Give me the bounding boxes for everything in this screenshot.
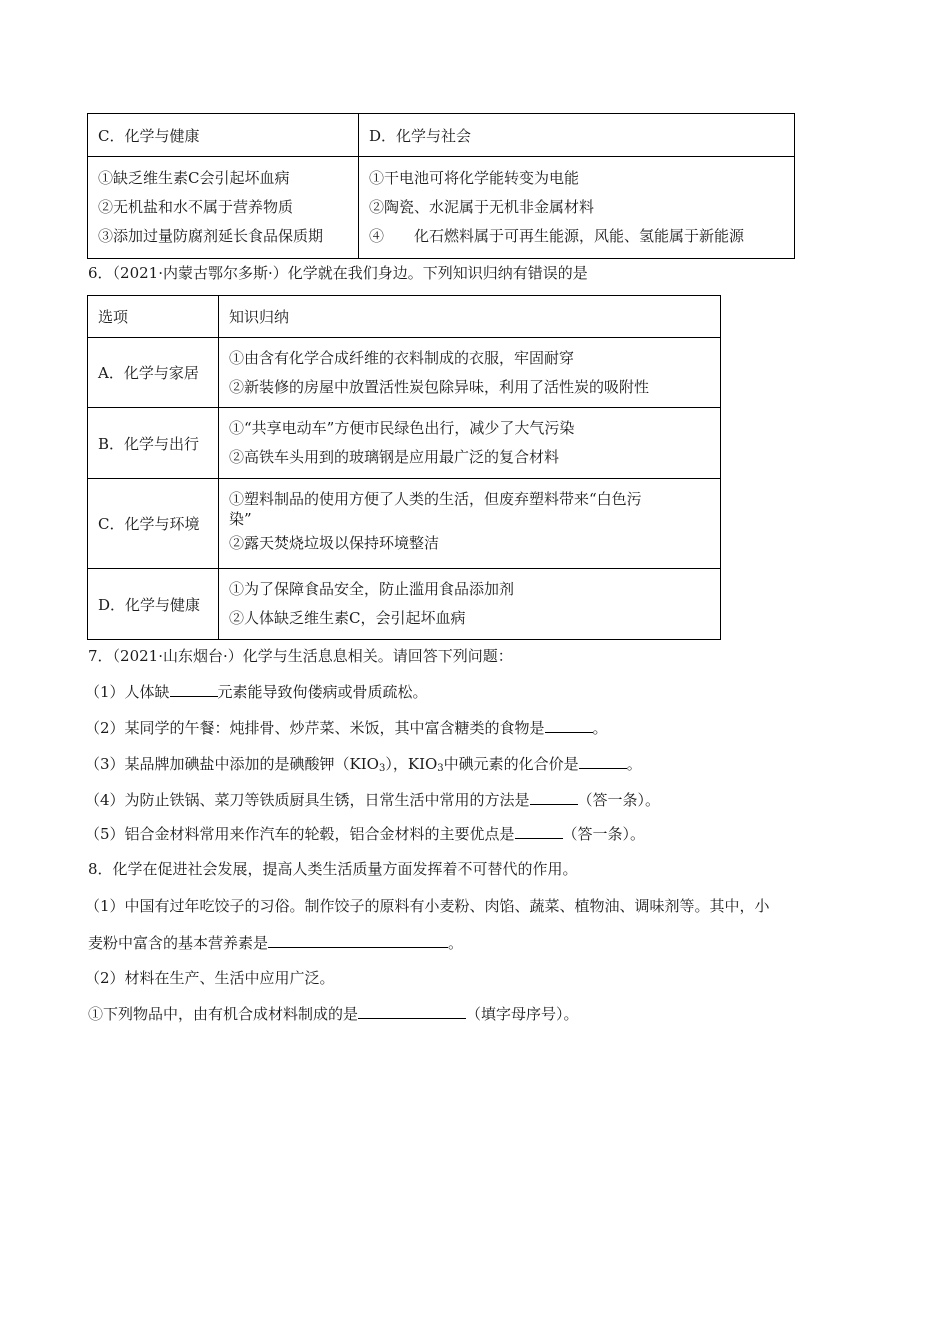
q6-row-d-content <box>219 569 721 640</box>
q6-row-b-content <box>219 408 721 479</box>
text: （答一条）。 <box>577 791 661 809</box>
answer-blank[interactable] <box>170 681 218 697</box>
table-c-d <box>87 113 795 259</box>
text-line: ②露天焚烧垃圾以保持环境整洁 <box>229 534 440 552</box>
q6-row-c-option: C．化学与环境 <box>88 479 219 569</box>
q8-part-1-line-2 <box>88 932 463 953</box>
text-line: ①干电池可将化学能转变为电能 <box>369 169 580 187</box>
text: （3）某品牌加碘盐中添加的是碘酸钾（KIO <box>85 755 379 773</box>
answer-blank[interactable] <box>545 717 593 733</box>
table1-cell-d <box>359 157 795 259</box>
q7-part-1 <box>85 681 428 702</box>
text-line: ②人体缺乏维生素C，会引起坏血病 <box>229 609 466 627</box>
text: （1）人体缺 <box>85 683 170 701</box>
answer-blank[interactable] <box>358 1003 466 1019</box>
question-7-stem: 7．（2021·山东烟台·）化学与生活息息相关。请回答下列问题： <box>88 647 513 665</box>
answer-blank[interactable] <box>268 932 448 948</box>
text: 中碘元素的化合价是 <box>443 755 579 773</box>
text-line: ①缺乏维生素C会引起坏血病 <box>98 169 290 187</box>
subscript: 3 <box>437 763 444 774</box>
answer-blank[interactable] <box>530 789 578 805</box>
table1-header-d: D．化学与社会 <box>359 114 795 157</box>
text: 。 <box>626 755 642 773</box>
q7-part-2 <box>85 717 608 738</box>
table-q6 <box>87 295 721 640</box>
text-line: ②高铁车头用到的玻璃钢是应用最广泛的复合材料 <box>229 448 560 466</box>
text: （2）某同学的午餐：炖排骨、炒芹菜、米饭，其中富含糖类的食物是 <box>85 719 545 737</box>
answer-blank[interactable] <box>579 753 627 769</box>
q7-part-4 <box>85 789 660 810</box>
text-line: ④ 化石燃料属于可再生能源，风能、氢能属于新能源 <box>369 227 745 245</box>
q8-part-2: （2）材料在生产、生活中应用广泛。 <box>85 969 335 987</box>
q8-part-1-line-1: （1）中国有过年吃饺子的习俗。制作饺子的原料有小麦粉、肉馅、蔬菜、植物油、调味剂等。其中，小 <box>85 897 770 915</box>
answer-blank[interactable] <box>515 823 563 839</box>
q6-header-summary: 知识归纳 <box>219 296 721 338</box>
text: （5）铝合金材料常用来作汽车的轮毂，铝合金材料的主要优点是 <box>85 825 515 843</box>
text-line: ②无机盐和水不属于营养物质 <box>98 198 294 216</box>
text-line: 染” <box>229 510 252 528</box>
subscript: 3 <box>378 763 386 774</box>
text-line: ②陶瓷、水泥属于无机非金属材料 <box>369 198 595 216</box>
text-line: ①由含有化学合成纤维的衣料制成的衣服，牢固耐穿 <box>229 348 575 367</box>
text-line: ③添加过量防腐剂延长食品保质期 <box>98 227 324 245</box>
text: 麦粉中富含的基本营养素是 <box>88 934 269 952</box>
text: 。 <box>448 934 464 952</box>
text-line: ①为了保障食品安全，防止滥用食品添加剂 <box>229 580 515 598</box>
question-6-stem: 6．（2021·内蒙古鄂尔多斯·）化学就在我们身边。下列知识归纳有错误的是 <box>88 264 588 282</box>
text: 。 <box>592 719 608 737</box>
text: ），KIO <box>385 755 438 773</box>
q6-row-b-option: B．化学与出行 <box>88 408 219 479</box>
table1-cell-c <box>88 157 359 259</box>
q7-part-3 <box>85 753 642 774</box>
text: （答一条）。 <box>562 825 646 843</box>
text-line: ①“共享电动车”方便市民绿色出行，减少了大气污染 <box>229 419 575 437</box>
text-line: ②新装修的房屋中放置活性炭包除异味，利用了活性炭的吸附性 <box>229 377 650 396</box>
table1-header-c: C．化学与健康 <box>88 114 359 157</box>
q6-row-d-option: D．化学与健康 <box>88 569 219 640</box>
q6-row-a-content <box>219 338 721 408</box>
text: ①下列物品中，由有机合成材料制成的是 <box>88 1005 359 1023</box>
q6-header-option: 选项 <box>88 296 219 338</box>
text-line: ①塑料制品的使用方便了人类的生活，但废弃塑料带来“白色污 <box>229 490 642 508</box>
text: （4）为防止铁锅、菜刀等铁质厨具生锈，日常生活中常用的方法是 <box>85 791 530 809</box>
question-8-stem: 8．化学在促进社会发展，提高人类生活质量方面发挥着不可替代的作用。 <box>88 860 578 878</box>
q6-row-a-option: A．化学与家居 <box>88 338 219 408</box>
q6-row-c-content <box>219 479 721 569</box>
text: 元素能导致佝偻病或骨质疏松。 <box>217 683 428 701</box>
q7-part-5 <box>85 823 645 844</box>
q8-part-2-item-1 <box>88 1003 579 1024</box>
text: （填字母序号）。 <box>466 1005 579 1023</box>
